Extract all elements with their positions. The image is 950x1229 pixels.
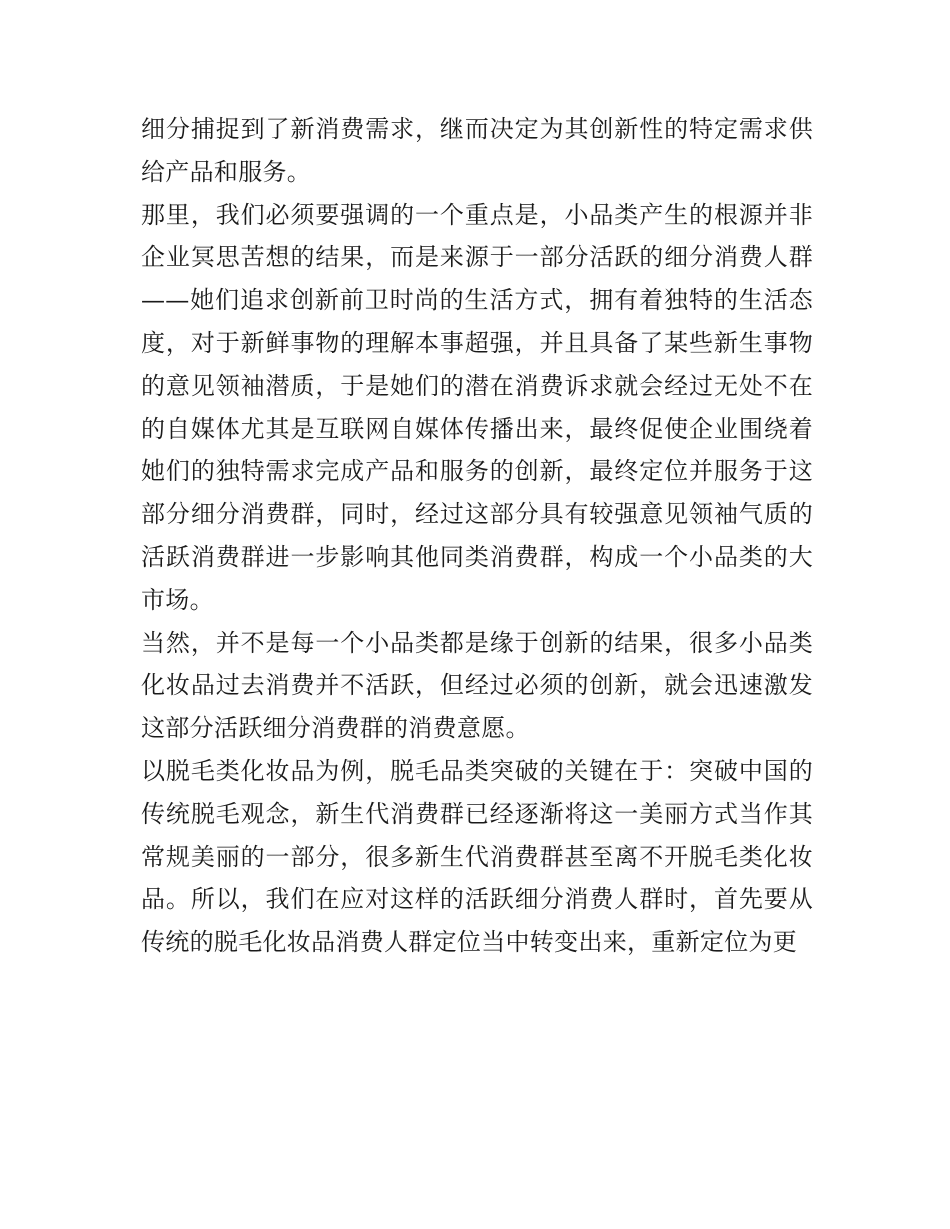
- paragraph-1: 细分捕捉到了新消费需求，继而决定为其创新性的特定需求供给产品和服务。: [141, 115, 813, 186]
- paragraph-3: 当然，并不是每一个小品类都是缘于创新的结果，很多小品类化妆品过去消费并不活跃，但经过必须的创新，就会迅速激发这部分活跃细分消费群的消费意愿。: [141, 628, 813, 743]
- paragraph-2: 那里，我们必须要强调的一个重点是，小品类产生的根源并非企业冥思苦想的结果，而是来源于一部分活跃的细分消费人群——她们追求创新前卫时尚的生活方式，拥有着独特的生活态度，对于新鲜事物的理解本事超强，并且具备了某些新生事物的意见领袖潜质，于是她们的潜在消费诉求就会经过无处不在的自媒体尤其是互联网自媒体传播出来，最终促使企业围绕着她们的独特需求完成产品和服务的创新，最终定位并服务于这部分细分消费群，同时，经过这部分具有较强意见领袖气质的活跃消费群进一步影响其他同类消费群，构成一个小品类的大市场。: [141, 200, 813, 614]
- document-body: [141, 108, 813, 964]
- paragraph-4: 以脱毛类化妆品为例，脱毛品类突破的关键在于：突破中国的传统脱毛观念，新生代消费群已经逐渐将这一美丽方式当作其常规美丽的一部分，很多新生代消费群甚至离不开脱毛类化妆品。所以，我们在应对这样的活跃细分消费人群时，首先要从传统的脱毛化妆品消费人群定位当中转变出来，重新定位为更: [141, 756, 813, 957]
